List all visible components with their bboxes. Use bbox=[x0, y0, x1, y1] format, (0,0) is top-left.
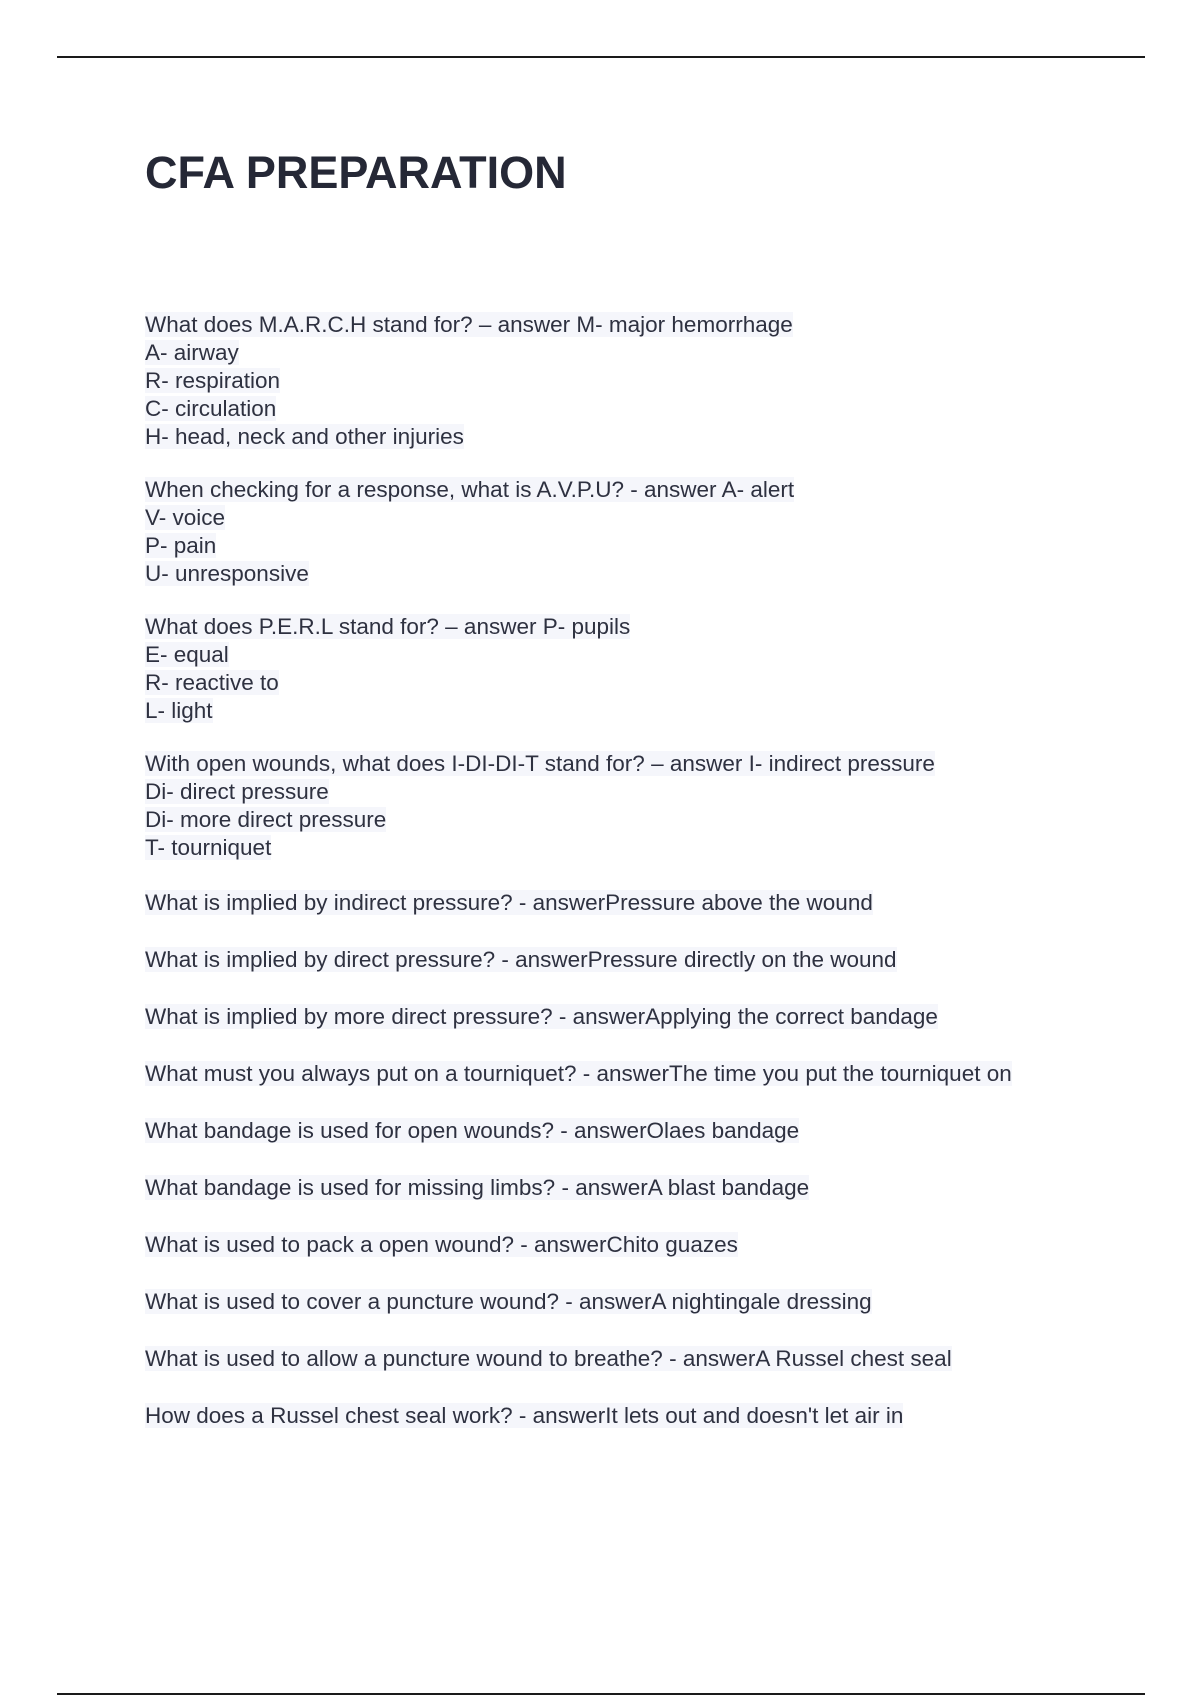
qa-item bbox=[145, 311, 1155, 451]
qa-line bbox=[145, 1286, 1155, 1318]
qa-line-text: What bandage is used for missing limbs? - answerA blast bandage bbox=[145, 1175, 810, 1200]
qa-line-text: What is implied by indirect pressure? - answerPressure above the wound bbox=[145, 890, 873, 915]
qa-line-text: What does P.E.R.L stand for? – answer P- pupils bbox=[145, 614, 631, 639]
qa-line bbox=[145, 613, 1155, 641]
qa-item bbox=[145, 1058, 1155, 1090]
qa-item bbox=[145, 1286, 1155, 1318]
qa-list bbox=[145, 311, 1155, 1457]
qa-line-text: H- head, neck and other injuries bbox=[145, 424, 464, 449]
qa-item bbox=[145, 750, 1155, 862]
qa-line-text: When checking for a response, what is A.V.P.U? - answer A- alert bbox=[145, 477, 795, 502]
header-rule bbox=[57, 56, 1145, 58]
qa-line bbox=[145, 806, 1155, 834]
qa-line bbox=[145, 560, 1155, 588]
qa-line-text: A- airway bbox=[145, 340, 239, 365]
qa-line-text: What is used to allow a puncture wound to breathe? - answerA Russel chest seal bbox=[145, 1346, 952, 1371]
qa-item bbox=[145, 944, 1155, 976]
qa-line bbox=[145, 1343, 1155, 1375]
qa-line bbox=[145, 944, 1155, 976]
qa-line bbox=[145, 887, 1155, 919]
qa-item bbox=[145, 1172, 1155, 1204]
qa-line-text: What must you always put on a tourniquet? - answerThe time you put the tourniquet on bbox=[145, 1061, 1012, 1086]
qa-line-text: R- respiration bbox=[145, 368, 281, 393]
qa-line-text: P- pain bbox=[145, 533, 217, 558]
qa-line-text: C- circulation bbox=[145, 396, 277, 421]
qa-line-text: V- voice bbox=[145, 505, 226, 530]
qa-item bbox=[145, 1001, 1155, 1033]
qa-item bbox=[145, 613, 1155, 725]
qa-line-text: What bandage is used for open wounds? - answerOlaes bandage bbox=[145, 1118, 800, 1143]
qa-line bbox=[145, 697, 1155, 725]
qa-line-text: U- unresponsive bbox=[145, 561, 309, 586]
qa-line bbox=[145, 1172, 1155, 1204]
qa-item bbox=[145, 1229, 1155, 1261]
qa-item bbox=[145, 1400, 1155, 1432]
qa-line bbox=[145, 311, 1155, 339]
qa-line bbox=[145, 750, 1155, 778]
qa-item bbox=[145, 1343, 1155, 1375]
qa-item bbox=[145, 476, 1155, 588]
qa-line bbox=[145, 423, 1155, 451]
qa-line-text: L- light bbox=[145, 698, 213, 723]
qa-line bbox=[145, 1001, 1155, 1033]
footer-rule bbox=[57, 1693, 1145, 1695]
qa-line bbox=[145, 834, 1155, 862]
qa-line-text: What is used to pack a open wound? - answerChito guazes bbox=[145, 1232, 738, 1257]
qa-line bbox=[145, 339, 1155, 367]
qa-line bbox=[145, 367, 1155, 395]
qa-line-text: How does a Russel chest seal work? - answerIt lets out and doesn't let air in bbox=[145, 1403, 904, 1428]
qa-line-text: T- tourniquet bbox=[145, 835, 272, 860]
qa-line bbox=[145, 641, 1155, 669]
qa-line bbox=[145, 669, 1155, 697]
qa-line bbox=[145, 1400, 1155, 1432]
qa-line bbox=[145, 532, 1155, 560]
qa-line-text: What is implied by more direct pressure? - answerApplying the correct bandage bbox=[145, 1004, 938, 1029]
qa-line-text: What does M.A.R.C.H stand for? – answer M- major hemorrhage bbox=[145, 312, 793, 337]
qa-line bbox=[145, 395, 1155, 423]
qa-line-text: E- equal bbox=[145, 642, 229, 667]
qa-item bbox=[145, 887, 1155, 919]
qa-line bbox=[145, 504, 1155, 532]
page-title: CFA PREPARATION bbox=[145, 147, 567, 198]
qa-line bbox=[145, 476, 1155, 504]
qa-line-text: Di- more direct pressure bbox=[145, 807, 387, 832]
qa-line-text: R- reactive to bbox=[145, 670, 279, 695]
qa-line bbox=[145, 778, 1155, 806]
qa-line-text: Di- direct pressure bbox=[145, 779, 329, 804]
qa-line-text: With open wounds, what does I-DI-DI-T stand for? – answer I- indirect pressure bbox=[145, 751, 935, 776]
qa-line bbox=[145, 1058, 1155, 1090]
qa-line-text: What is used to cover a puncture wound? - answerA nightingale dressing bbox=[145, 1289, 872, 1314]
qa-line-text: What is implied by direct pressure? - answerPressure directly on the wound bbox=[145, 947, 897, 972]
qa-line bbox=[145, 1115, 1155, 1147]
qa-line bbox=[145, 1229, 1155, 1261]
qa-item bbox=[145, 1115, 1155, 1147]
